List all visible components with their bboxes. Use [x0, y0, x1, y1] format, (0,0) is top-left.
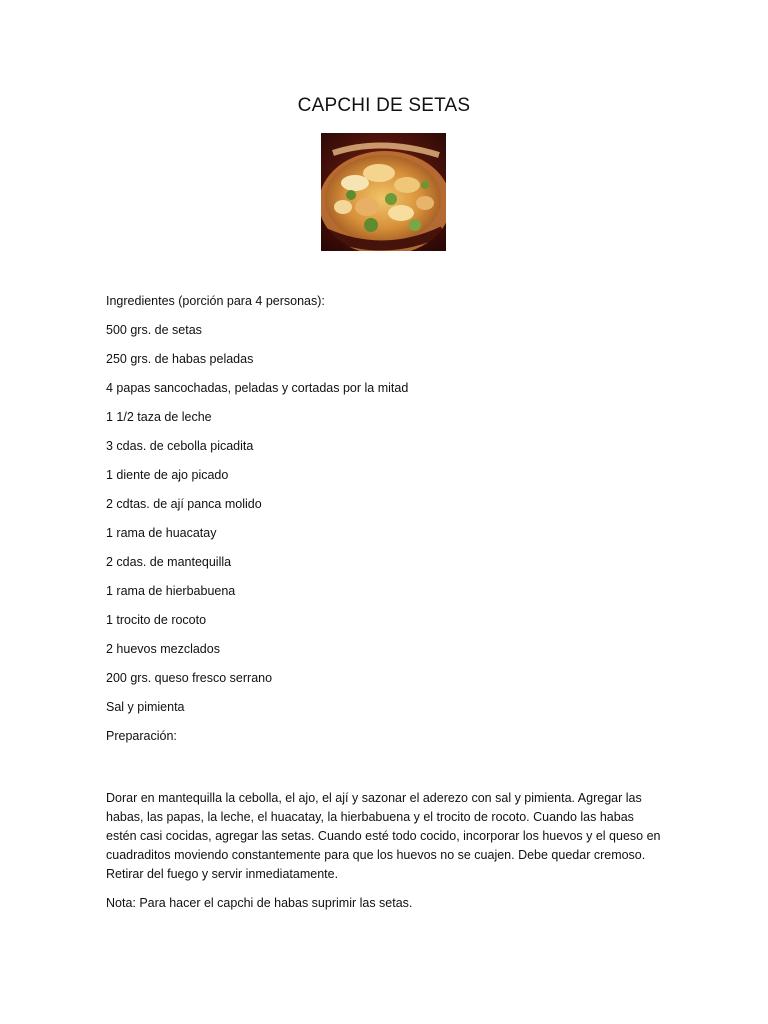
ingredient-item: 1 diente de ajo picado: [106, 468, 229, 482]
dish-photo-image: [321, 133, 446, 251]
ingredient-item: 2 cdtas. de ají panca molido: [106, 497, 262, 511]
recipe-title: CAPCHI DE SETAS: [297, 95, 471, 116]
ingredient-item: 2 huevos mezclados: [106, 642, 220, 656]
ingredient-item: 250 grs. de habas peladas: [106, 352, 254, 366]
ingredients-heading: Ingredientes (porción para 4 personas):: [106, 294, 325, 308]
ingredient-item: 2 cdas. de mantequilla: [106, 555, 232, 569]
ingredient-item: 1 trocito de rocoto: [106, 613, 207, 627]
ingredient-item: 1 rama de hierbabuena: [106, 584, 236, 598]
ingredient-item: 3 cdas. de cebolla picadita: [106, 439, 254, 453]
recipe-note: Nota: Para hacer el capchi de habas suprimir las setas.: [106, 896, 413, 910]
ingredient-item: 4 papas sancochadas, peladas y cortadas por la mitad: [106, 381, 409, 395]
preparation-heading: Preparación:: [106, 729, 177, 743]
ingredients-list: [106, 321, 666, 716]
recipe-body: [106, 292, 666, 912]
dish-photo: [321, 133, 446, 251]
preparation-text: Dorar en mantequilla la cebolla, el ajo, el ají y sazonar el aderezo con sal y pimienta. Agregar las habas, las papas, la leche, el huacatay, la hierbabuena y el trocito de rocoto. Cuando las habas estén casi cocidas, agregar las setas. Cuando esté todo cocido, incorporar los huevos y el queso en cuadraditos moviendo constantemente para que los huevos no se cuajen. Debe quedar cremoso. Retirar del fuego y servir inmediatamente.: [106, 791, 661, 881]
ingredient-item: 500 grs. de setas: [106, 323, 202, 337]
ingredient-item: 1 1/2 taza de leche: [106, 410, 212, 424]
ingredient-item: 200 grs. queso fresco serrano: [106, 671, 273, 685]
ingredient-item: 1 rama de huacatay: [106, 526, 217, 540]
ingredient-item: Sal y pimienta: [106, 700, 185, 714]
